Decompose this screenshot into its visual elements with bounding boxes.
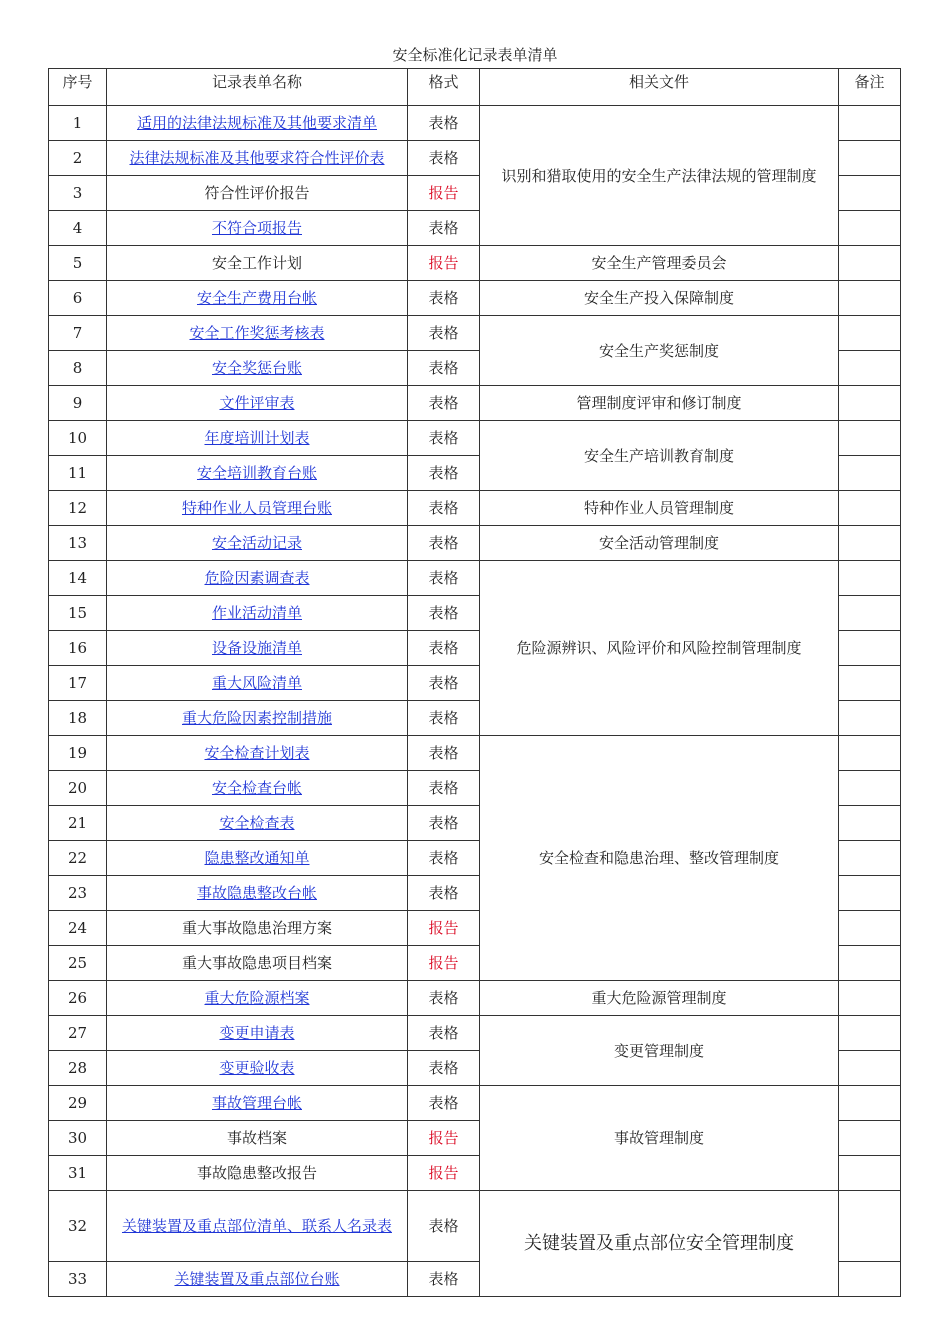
record-name-cell [107, 316, 408, 351]
row-number: 22 [49, 841, 107, 876]
record-name-link[interactable]: 安全培训教育台账 [196, 464, 317, 482]
remark-cell [839, 1191, 901, 1262]
header-no: 序号 [49, 69, 107, 106]
format-cell: 表格 [408, 666, 480, 701]
record-name-cell [107, 106, 408, 141]
format-cell: 表格 [408, 981, 480, 1016]
record-name-cell [107, 246, 408, 281]
header-name: 记录表单名称 [107, 69, 408, 106]
remark-cell [839, 701, 901, 736]
row-number: 13 [49, 526, 107, 561]
format-cell: 报告 [408, 1121, 480, 1156]
remark-cell [839, 1156, 901, 1191]
record-name-cell [107, 281, 408, 316]
row-number: 26 [49, 981, 107, 1016]
record-name-cell [107, 911, 408, 946]
related-doc-cell: 安全生产投入保障制度 [480, 281, 839, 316]
table-row [49, 386, 901, 421]
row-number: 11 [49, 456, 107, 491]
record-name-cell [107, 631, 408, 666]
format-cell: 表格 [408, 596, 480, 631]
related-doc-cell: 重大危险源管理制度 [480, 981, 839, 1016]
format-cell: 报告 [408, 246, 480, 281]
row-number: 14 [49, 561, 107, 596]
format-cell: 表格 [408, 456, 480, 491]
remark-cell [839, 561, 901, 596]
table-row [49, 491, 901, 526]
row-number: 28 [49, 1051, 107, 1086]
record-name-cell [107, 1191, 408, 1262]
format-cell: 表格 [408, 491, 480, 526]
record-name-cell [107, 1086, 408, 1121]
row-number: 8 [49, 351, 107, 386]
remark-cell [839, 981, 901, 1016]
row-number: 27 [49, 1016, 107, 1051]
record-name-text: 符合性评价报告 [204, 184, 310, 202]
remark-cell [839, 106, 901, 141]
related-doc-cell: 安全生产培训教育制度 [480, 421, 839, 491]
row-number: 9 [49, 386, 107, 421]
row-number: 20 [49, 771, 107, 806]
remark-cell [839, 666, 901, 701]
header-related-doc: 相关文件 [480, 69, 839, 106]
remark-cell [839, 631, 901, 666]
remark-cell [839, 386, 901, 421]
table-row [49, 1191, 901, 1262]
row-number: 18 [49, 701, 107, 736]
related-doc-cell: 危险源辨识、风险评价和风险控制管理制度 [480, 561, 839, 736]
record-name-cell [107, 211, 408, 246]
remark-cell [839, 281, 901, 316]
remark-cell [839, 456, 901, 491]
related-doc-cell: 变更管理制度 [480, 1016, 839, 1086]
related-doc-cell: 特种作业人员管理制度 [480, 491, 839, 526]
row-number: 12 [49, 491, 107, 526]
row-number: 4 [49, 211, 107, 246]
record-name-link[interactable]: 安全检查表 [219, 814, 295, 832]
record-name-cell [107, 491, 408, 526]
table-row [49, 281, 901, 316]
record-name-text: 重大事故隐患项目档案 [181, 954, 332, 972]
format-cell: 表格 [408, 281, 480, 316]
format-cell: 表格 [408, 1191, 480, 1262]
remark-cell [839, 1086, 901, 1121]
record-name-cell [107, 771, 408, 806]
record-name-cell [107, 596, 408, 631]
format-cell: 报告 [408, 1156, 480, 1191]
record-name-cell [107, 666, 408, 701]
record-name-text: 安全工作计划 [211, 254, 302, 272]
record-name-link[interactable]: 设备设施清单 [211, 639, 302, 657]
record-name-cell [107, 841, 408, 876]
record-name-link[interactable]: 重大危险因素控制措施 [181, 709, 332, 727]
record-name-link[interactable]: 隐患整改通知单 [204, 849, 310, 867]
remark-cell [839, 141, 901, 176]
record-name-link[interactable]: 文件评审表 [219, 394, 295, 412]
row-number: 3 [49, 176, 107, 211]
record-name-cell [107, 736, 408, 771]
record-name-cell [107, 456, 408, 491]
row-number: 33 [49, 1262, 107, 1297]
row-number: 2 [49, 141, 107, 176]
format-cell: 表格 [408, 1016, 480, 1051]
remark-cell [839, 1051, 901, 1086]
record-name-link[interactable]: 事故管理台帐 [211, 1094, 302, 1112]
remark-cell [839, 211, 901, 246]
row-number: 15 [49, 596, 107, 631]
format-cell: 表格 [408, 701, 480, 736]
row-number: 7 [49, 316, 107, 351]
row-number: 10 [49, 421, 107, 456]
record-name-link[interactable]: 特种作业人员管理台账 [181, 499, 332, 517]
format-cell: 表格 [408, 386, 480, 421]
record-name-cell [107, 386, 408, 421]
related-doc-cell: 管理制度评审和修订制度 [480, 386, 839, 421]
record-name-link[interactable]: 安全检查计划表 [204, 744, 310, 762]
related-doc-cell: 事故管理制度 [480, 1086, 839, 1191]
row-number: 32 [49, 1191, 107, 1262]
table-row [49, 526, 901, 561]
table-header-row [49, 69, 901, 106]
format-cell: 报告 [408, 176, 480, 211]
record-name-link[interactable]: 安全奖惩台账 [211, 359, 302, 377]
remark-cell [839, 946, 901, 981]
record-name-cell [107, 421, 408, 456]
table-row [49, 981, 901, 1016]
table-row [49, 736, 901, 771]
record-name-link[interactable]: 年度培训计划表 [204, 429, 310, 447]
table-row [49, 316, 901, 351]
record-name-link[interactable]: 重大危险源档案 [204, 989, 310, 1007]
related-doc-cell: 安全检查和隐患治理、整改管理制度 [480, 736, 839, 981]
record-name-cell [107, 1156, 408, 1191]
format-cell: 表格 [408, 211, 480, 246]
page-title: 安全标准化记录表单清单 [392, 46, 558, 64]
related-doc-cell: 识别和猎取使用的安全生产法律法规的管理制度 [480, 106, 839, 246]
format-cell: 表格 [408, 316, 480, 351]
record-name-link[interactable]: 不符合项报告 [211, 219, 302, 237]
remark-cell [839, 421, 901, 456]
table-row [49, 106, 901, 141]
record-name-cell [107, 1051, 408, 1086]
remark-cell [839, 526, 901, 561]
record-name-link[interactable]: 危险因素调查表 [204, 569, 310, 587]
row-number: 24 [49, 911, 107, 946]
related-doc-cell: 安全生产管理委员会 [480, 246, 839, 281]
record-name-cell [107, 981, 408, 1016]
format-cell: 表格 [408, 561, 480, 596]
record-name-link[interactable]: 安全活动记录 [211, 534, 302, 552]
record-name-cell [107, 1262, 408, 1297]
row-number: 19 [49, 736, 107, 771]
table-row [49, 561, 901, 596]
format-cell: 表格 [408, 351, 480, 386]
related-doc-cell: 关键装置及重点部位安全管理制度 [480, 1191, 839, 1297]
row-number: 29 [49, 1086, 107, 1121]
format-cell: 表格 [408, 1262, 480, 1297]
remark-cell [839, 176, 901, 211]
remark-cell [839, 596, 901, 631]
row-number: 16 [49, 631, 107, 666]
record-name-cell [107, 176, 408, 211]
remark-cell [839, 911, 901, 946]
record-name-cell [107, 946, 408, 981]
record-name-link[interactable]: 事故隐患整改台帐 [196, 884, 317, 902]
record-name-cell [107, 351, 408, 386]
remark-cell [839, 771, 901, 806]
row-number: 5 [49, 246, 107, 281]
record-name-link[interactable]: 变更申请表 [219, 1024, 295, 1042]
format-cell: 表格 [408, 876, 480, 911]
table-row [49, 421, 901, 456]
record-name-cell [107, 1121, 408, 1156]
format-cell: 表格 [408, 421, 480, 456]
table-row [49, 1016, 901, 1051]
record-name-text: 事故档案 [226, 1129, 287, 1147]
record-name-text: 重大事故隐患治理方案 [181, 919, 332, 937]
remark-cell [839, 351, 901, 386]
format-cell: 表格 [408, 771, 480, 806]
format-cell: 报告 [408, 946, 480, 981]
record-name-cell [107, 806, 408, 841]
remark-cell [839, 736, 901, 771]
remark-cell [839, 1016, 901, 1051]
row-number: 30 [49, 1121, 107, 1156]
row-number: 31 [49, 1156, 107, 1191]
remark-cell [839, 491, 901, 526]
table-row [49, 246, 901, 281]
record-name-cell [107, 561, 408, 596]
row-number: 17 [49, 666, 107, 701]
remark-cell [839, 841, 901, 876]
record-name-link[interactable]: 适用的法律法规标准及其他要求清单 [136, 114, 377, 132]
format-cell: 表格 [408, 106, 480, 141]
format-cell: 表格 [408, 1051, 480, 1086]
format-cell: 表格 [408, 526, 480, 561]
record-name-cell [107, 141, 408, 176]
record-name-cell [107, 701, 408, 736]
record-name-cell [107, 526, 408, 561]
format-cell: 表格 [408, 1086, 480, 1121]
remark-cell [839, 316, 901, 351]
record-name-link[interactable]: 安全检查台帐 [211, 779, 302, 797]
record-name-link[interactable]: 安全生产费用台帐 [196, 289, 317, 307]
record-name-link[interactable]: 关键装置及重点部位清单、联系人名录表 [121, 1217, 392, 1235]
records-table [48, 68, 901, 1297]
row-number: 6 [49, 281, 107, 316]
record-name-text: 事故隐患整改报告 [196, 1164, 317, 1182]
row-number: 21 [49, 806, 107, 841]
header-remark: 备注 [839, 69, 901, 106]
record-name-link[interactable]: 法律法规标准及其他要求符合性评价表 [129, 149, 385, 167]
record-name-link[interactable]: 作业活动清单 [211, 604, 302, 622]
record-name-link[interactable]: 重大风险清单 [211, 674, 302, 692]
format-cell: 报告 [408, 911, 480, 946]
remark-cell [839, 1121, 901, 1156]
record-name-cell [107, 876, 408, 911]
remark-cell [839, 876, 901, 911]
format-cell: 表格 [408, 806, 480, 841]
record-name-link[interactable]: 变更验收表 [219, 1059, 295, 1077]
row-number: 25 [49, 946, 107, 981]
related-doc-cell: 安全生产奖惩制度 [480, 316, 839, 386]
row-number: 1 [49, 106, 107, 141]
format-cell: 表格 [408, 631, 480, 666]
format-cell: 表格 [408, 736, 480, 771]
table-row [49, 1086, 901, 1121]
record-name-link[interactable]: 关键装置及重点部位台账 [174, 1270, 340, 1288]
remark-cell [839, 1262, 901, 1297]
row-number: 23 [49, 876, 107, 911]
format-cell: 表格 [408, 141, 480, 176]
format-cell: 表格 [408, 841, 480, 876]
related-doc-cell: 安全活动管理制度 [480, 526, 839, 561]
record-name-cell [107, 1016, 408, 1051]
remark-cell [839, 246, 901, 281]
remark-cell [839, 806, 901, 841]
header-format: 格式 [408, 69, 480, 106]
record-name-link[interactable]: 安全工作奖惩考核表 [189, 324, 325, 342]
